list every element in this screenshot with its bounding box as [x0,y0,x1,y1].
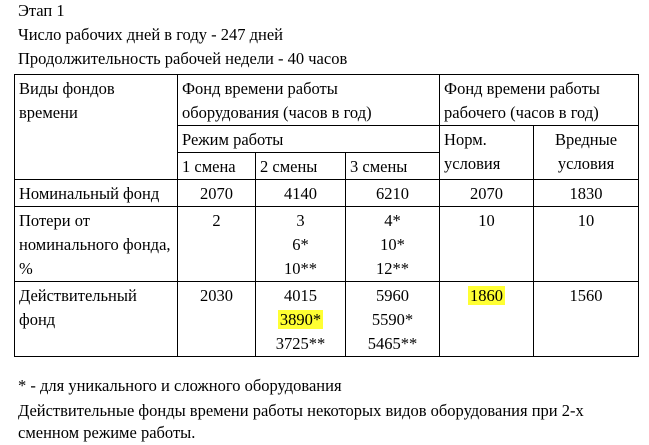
cell-normal: 10 [440,207,534,282]
cell-shift-3 [346,207,440,282]
week-length-line: Продолжительность рабочей недели - 40 часов [18,49,348,68]
header-equipment-fund: Фонд времени работы оборудования (часов в год) [178,75,440,126]
value-unique: 6* [292,235,309,254]
table-row-losses [15,207,639,282]
stage-title: Этап 1 [18,1,65,20]
cell-shift-3: 6210 [346,180,440,207]
highlighted-value: 3890* [279,310,322,329]
value-unique: 10* [380,235,405,254]
value-base: 4015 [284,286,317,305]
row-label: Действительный фонд [15,282,178,357]
header-shift-1: 1 смена [178,153,256,180]
description-text: Действительные фонды времени работы некоторых видов оборудования при 2-х сменном режиме работы. [18,401,584,442]
row-label: Потери от номинального фонда, % [15,207,178,282]
table-row-nominal [15,180,639,207]
header-shift-3: 3 смены [346,153,440,180]
cell-shift-2 [256,207,346,282]
header-shift-2: 2 смены [256,153,346,180]
cell-harmful: 10 [534,207,639,282]
cell-shift-1: 2030 [178,282,256,357]
table-row-actual [15,282,639,357]
value-complex: 10** [284,259,317,278]
row-label: Номинальный фонд [15,180,178,207]
value-base: 5960 [376,286,410,305]
highlighted-value: 1860 [470,286,504,305]
footnote: * - для уникального и сложного оборудования [18,376,342,395]
cell-shift-1: 2 [178,207,256,282]
value-unique: 5590* [371,310,414,329]
time-fund-table [14,74,639,357]
header-worker-fund: Фонд времени работы рабочего (часов в год) [440,75,639,126]
cell-shift-1: 2070 [178,180,256,207]
header-harmful-conditions: Вредные условия [534,126,639,180]
cell-harmful: 1830 [534,180,639,207]
header-normal-conditions: Норм. условия [440,126,534,180]
cell-harmful: 1560 [534,282,639,357]
table-header-row-1 [15,75,639,126]
value-base: 4* [384,211,401,230]
value-base: 3 [296,211,305,230]
cell-normal [440,282,534,357]
value-complex: 3725** [275,334,326,353]
cell-shift-2 [256,282,346,357]
header-fund-types: Виды фондов времени [15,75,178,180]
cell-shift-2: 4140 [256,180,346,207]
value-complex: 12** [376,259,410,278]
value-unique [260,308,341,332]
header-work-mode: Режим работы [178,126,440,153]
cell-shift-3 [346,282,440,357]
working-days-line: Число рабочих дней в году - 247 дней [18,25,283,44]
value-complex: 5465** [367,334,418,353]
cell-normal: 2070 [440,180,534,207]
